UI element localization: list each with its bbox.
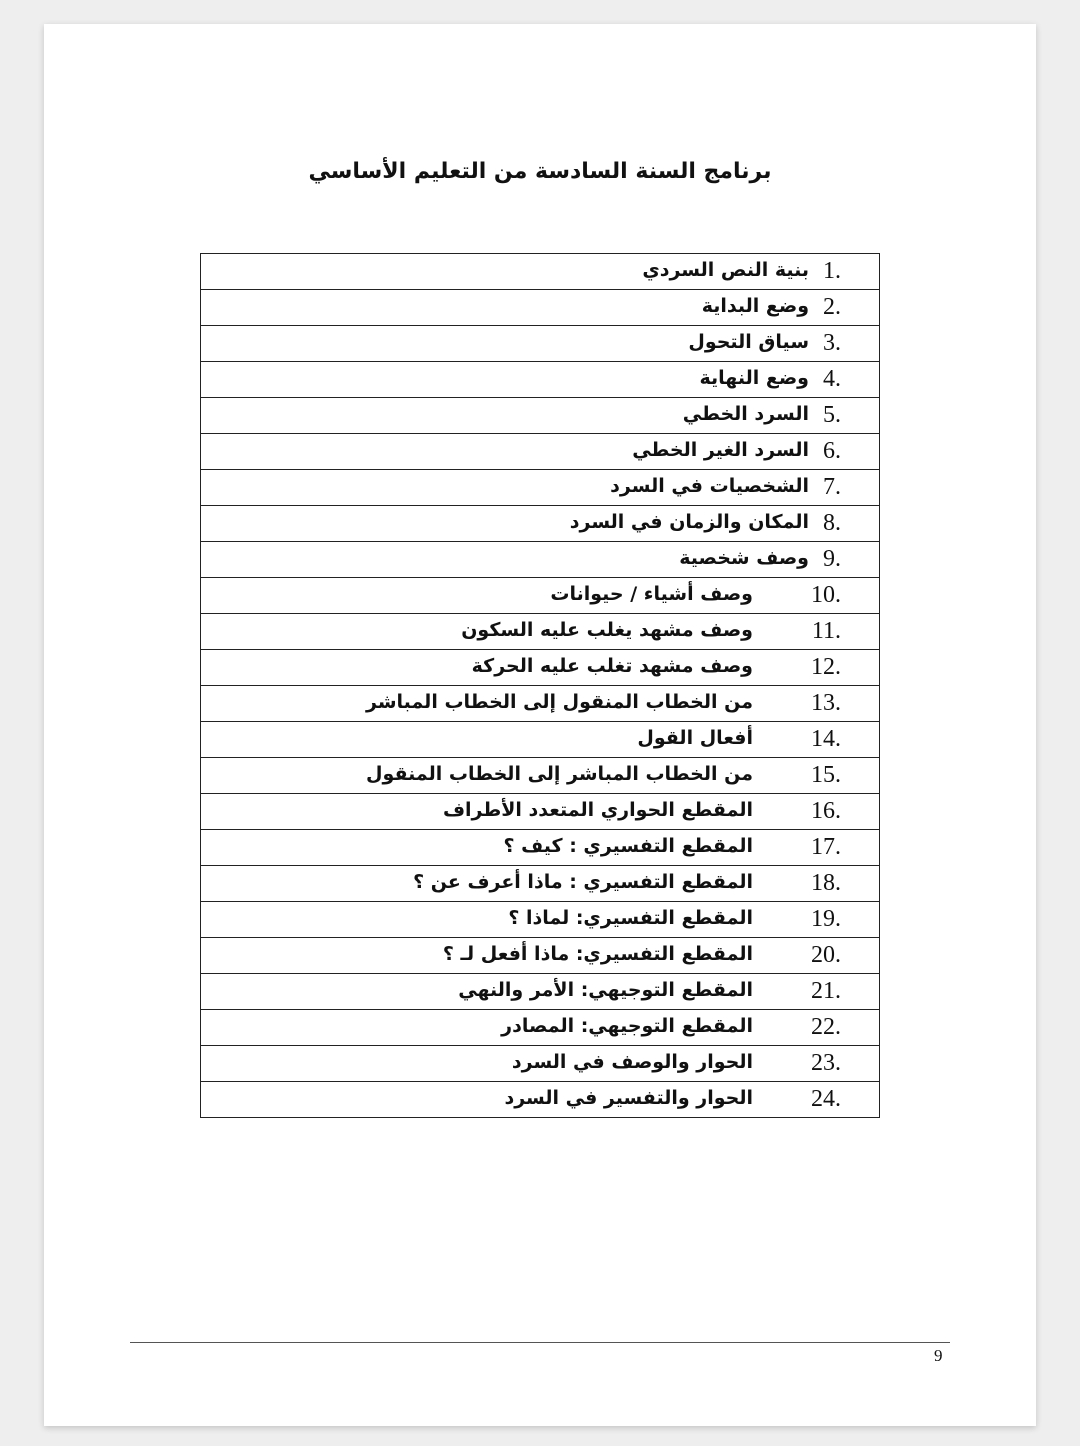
table-row (201, 1010, 880, 1046)
item-label: وصف أشياء / حيوانات (550, 583, 753, 605)
page-title: برنامج السنة السادسة من التعليم الأساسي (308, 159, 772, 184)
table-row (201, 650, 880, 686)
table-row (201, 902, 880, 938)
item-number: 15. (811, 762, 841, 788)
item-label: وضع البداية (701, 295, 809, 317)
table-row (201, 830, 880, 866)
item-label: الشخصيات في السرد (610, 475, 809, 497)
item-label: وصف شخصية (679, 547, 809, 569)
item-label: المقطع التفسيري : ماذا أعرف عن ؟ (413, 871, 753, 893)
table-row (201, 470, 880, 506)
item-label: من الخطاب المنقول إلى الخطاب المباشر (366, 691, 753, 713)
item-number: 3. (823, 330, 841, 356)
item-label: السرد الخطي (682, 403, 809, 425)
item-number: 19. (811, 906, 841, 932)
item-label: المقطع التفسيري : كيف ؟ (503, 835, 753, 857)
item-label: وصف مشهد يغلب عليه السكون (461, 619, 753, 641)
item-label: أفعال القول (637, 727, 753, 749)
item-label: السرد الغير الخطي (632, 439, 809, 461)
table-row (201, 974, 880, 1010)
item-label: من الخطاب المباشر إلى الخطاب المنقول (366, 763, 753, 785)
item-label: المقطع الحواري المتعدد الأطراف (442, 799, 753, 821)
table-row (201, 1082, 880, 1118)
item-number: 13. (811, 690, 841, 716)
item-number: 24. (811, 1086, 841, 1112)
item-number: 1. (823, 258, 841, 284)
item-number: 21. (811, 978, 841, 1004)
item-label: المقطع التفسيري: لماذا ؟ (508, 907, 753, 929)
document-page (44, 24, 1036, 1426)
item-label: وصف مشهد تغلب عليه الحركة (471, 655, 753, 677)
item-label: المقطع التوجيهي: المصادر (501, 1015, 753, 1037)
item-number: 18. (811, 870, 841, 896)
page-number: 9 (934, 1346, 943, 1365)
table-row (201, 362, 880, 398)
table-row (201, 686, 880, 722)
table-row (201, 938, 880, 974)
item-label: وضع النهاية (699, 367, 809, 389)
table-row (201, 254, 880, 290)
table-row (201, 758, 880, 794)
item-label: المكان والزمان في السرد (569, 511, 809, 533)
item-number: 11. (811, 618, 841, 644)
table-row (201, 722, 880, 758)
item-number: 7. (823, 474, 841, 500)
item-number: 14. (811, 726, 841, 752)
item-number: 10. (811, 582, 841, 608)
table-row (201, 398, 880, 434)
item-label: بنية النص السردي (642, 259, 809, 281)
item-number: 6. (823, 438, 841, 464)
item-number: 9. (823, 546, 841, 572)
item-number: 2. (823, 294, 841, 320)
item-number: 20. (811, 942, 841, 968)
table-row (201, 506, 880, 542)
item-number: 4. (823, 366, 841, 392)
table-row (201, 794, 880, 830)
table-row (201, 542, 880, 578)
item-label: الحوار والتفسير في السرد (504, 1087, 753, 1109)
item-number: 17. (811, 834, 841, 860)
table-row (201, 1046, 880, 1082)
item-number: 8. (823, 510, 841, 536)
table-row (201, 578, 880, 614)
table-row (201, 614, 880, 650)
item-label: الحوار والوصف في السرد (511, 1051, 753, 1073)
table-row (201, 434, 880, 470)
item-number: 23. (811, 1050, 841, 1076)
item-label: سياق التحول (688, 331, 809, 353)
item-number: 22. (811, 1014, 841, 1040)
table-row (201, 290, 880, 326)
item-label: المقطع التفسيري: ماذا أفعل لـ ؟ (442, 943, 753, 965)
footer-divider (130, 1342, 950, 1343)
table-row (201, 866, 880, 902)
item-number: 5. (823, 402, 841, 428)
item-label: المقطع التوجيهي: الأمر والنهي (458, 979, 753, 1001)
item-number: 12. (811, 654, 841, 680)
program-table (200, 253, 880, 1118)
item-number: 16. (811, 798, 841, 824)
table-row (201, 326, 880, 362)
